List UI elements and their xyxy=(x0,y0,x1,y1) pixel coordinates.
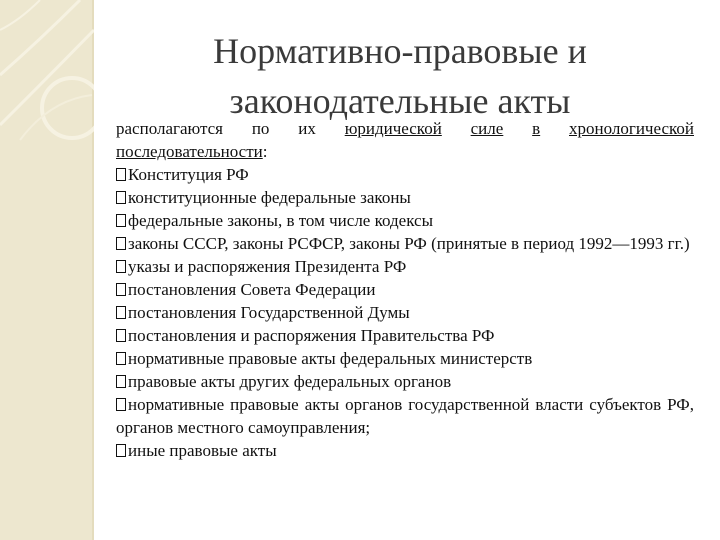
list-item-text: нормативные правовые акты органов государственной власти субъектов РФ, органов местного самоуправления; xyxy=(116,395,694,437)
intro-word-underlined: в xyxy=(532,119,541,138)
intro-word: по xyxy=(251,119,270,138)
slide-title xyxy=(140,26,660,126)
box-bullet-icon xyxy=(116,283,126,296)
box-bullet-icon xyxy=(116,375,126,388)
list-item xyxy=(116,278,694,301)
box-bullet-icon xyxy=(116,237,126,250)
box-bullet-icon xyxy=(116,306,126,319)
list-item xyxy=(116,232,694,255)
list-item xyxy=(116,186,694,209)
list-item xyxy=(116,324,694,347)
list-item-text: Конституция РФ xyxy=(128,165,249,184)
list-item-text: федеральные законы, в том числе кодексы xyxy=(128,211,433,230)
slide-title-line1: Нормативно-правовые и xyxy=(213,31,587,71)
list-item-text: конституционные федеральные законы xyxy=(128,188,411,207)
intro-word-underlined: хронологической xyxy=(569,119,694,138)
list-item-text: правовые акты других федеральных органов xyxy=(128,372,452,391)
list-item-text: указы и распоряжения Президента РФ xyxy=(128,257,407,276)
intro-word: располагаются xyxy=(116,119,223,138)
list-item xyxy=(116,370,694,393)
intro-word-underlined: юридической xyxy=(344,119,442,138)
slide-title-line2: законодательные акты xyxy=(229,81,571,121)
list-item xyxy=(116,163,694,186)
list-item xyxy=(116,255,694,278)
box-bullet-icon xyxy=(116,214,126,227)
intro-word: их xyxy=(298,119,316,138)
list-item xyxy=(116,209,694,232)
intro-word-underlined: силе xyxy=(470,119,504,138)
intro-colon: : xyxy=(262,142,268,161)
slide-content xyxy=(116,117,694,462)
decorative-swirl-graphic xyxy=(0,0,94,540)
intro-line-1 xyxy=(116,117,694,140)
list-item-text: постановления и распоряжения Правительства РФ xyxy=(128,326,495,345)
list-item-text: постановления Совета Федерации xyxy=(128,280,376,299)
list-item xyxy=(116,301,694,324)
list-item-text: законы СССР, законы РСФСР, законы РФ (принятые в период 1992—1993 гг.) xyxy=(128,234,690,253)
box-bullet-icon xyxy=(116,352,126,365)
box-bullet-icon xyxy=(116,168,126,181)
list-item-text: иные правовые акты xyxy=(128,441,277,460)
list-item-text: постановления Государственной Думы xyxy=(128,303,410,322)
box-bullet-icon xyxy=(116,260,126,273)
list-item xyxy=(116,393,694,439)
intro-line-2 xyxy=(116,140,694,163)
list-item xyxy=(116,347,694,370)
intro-text xyxy=(116,117,694,163)
intro-word-underlined: последовательности xyxy=(116,142,263,161)
list-item xyxy=(116,439,694,462)
box-bullet-icon xyxy=(116,191,126,204)
list-item-text: нормативные правовые акты федеральных министерств xyxy=(128,349,533,368)
box-bullet-icon xyxy=(116,398,126,411)
box-bullet-icon xyxy=(116,444,126,457)
box-bullet-icon xyxy=(116,329,126,342)
